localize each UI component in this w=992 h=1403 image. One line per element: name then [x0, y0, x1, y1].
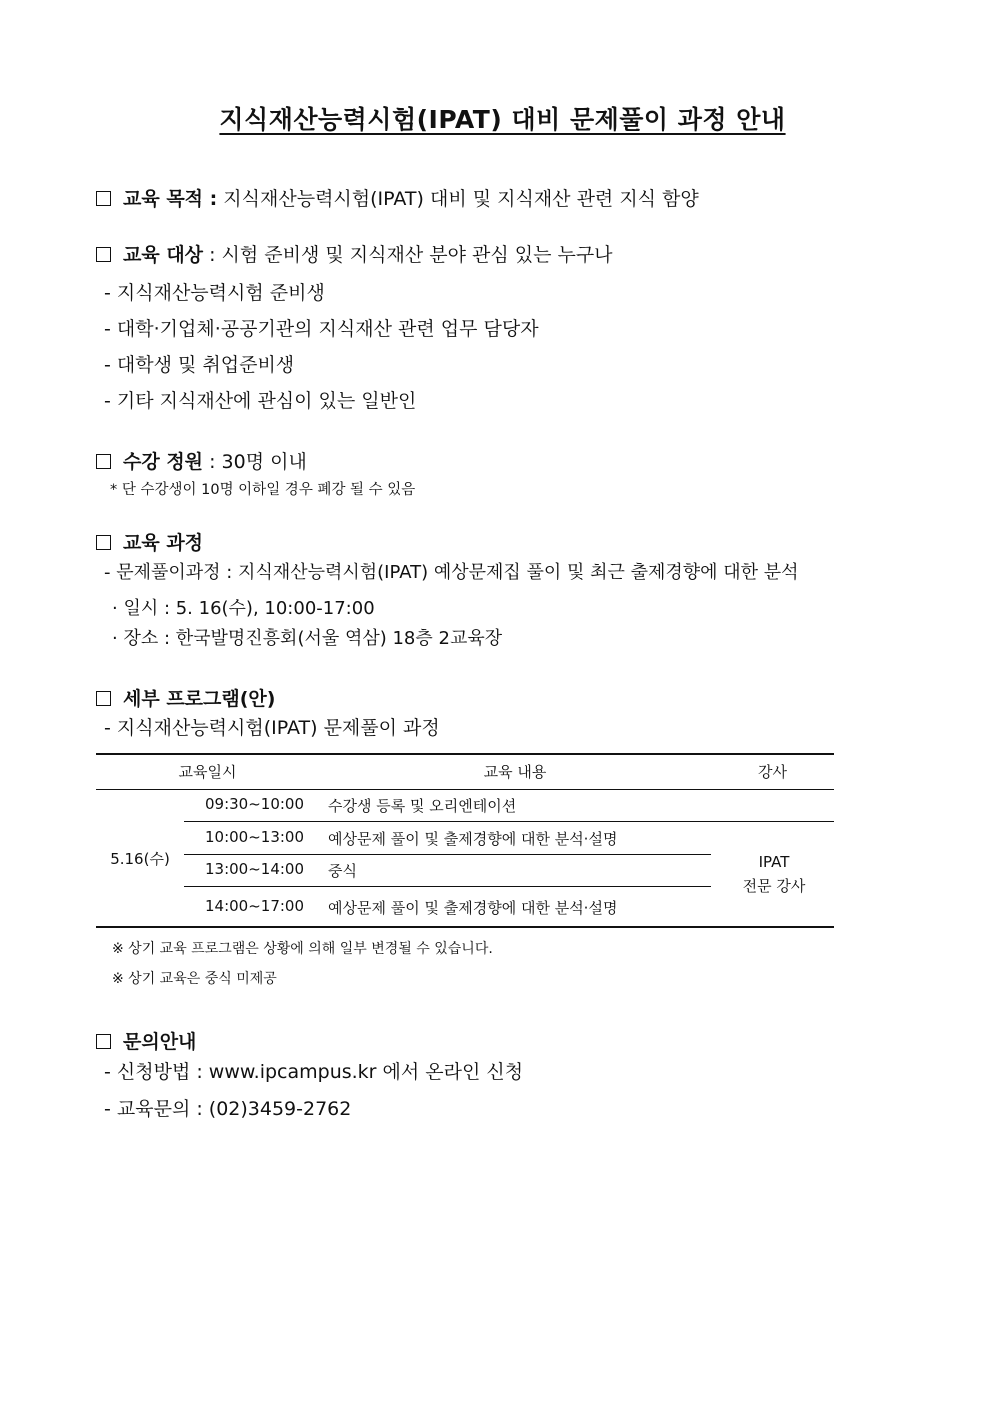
table-top-border — [96, 753, 834, 755]
checkbox-square-icon — [96, 191, 111, 206]
table-instructor-cell: 전문 강사 — [742, 877, 806, 895]
page-title — [0, 100, 992, 136]
table-bottom-border — [96, 926, 834, 928]
target-item: - 대학·기업체·공공기관의 지식재산 관련 업무 담당자 — [104, 318, 539, 340]
table-date-cell: 5.16(수) — [110, 850, 170, 868]
capacity-text: : 30명 이내 — [209, 451, 307, 473]
table-header-instructor: 강사 — [758, 763, 787, 781]
target-item: - 대학생 및 취업준비생 — [104, 354, 295, 376]
course-place: · 장소 : 한국발명진흥회(서울 역삼) 18층 2교육장 — [112, 628, 503, 649]
capacity-note: * 단 수강생이 10명 이하일 경우 폐강 될 수 있음 — [110, 482, 416, 498]
purpose-heading: 교육 목적 : — [123, 188, 218, 210]
table-time-cell: 09:30~10:00 — [205, 795, 305, 813]
table-content-cell: 중식 — [328, 862, 357, 880]
checkbox-square-icon — [96, 535, 111, 550]
target-item: - 기타 지식재산에 관심이 있는 일반인 — [104, 390, 417, 412]
course-line: - 문제풀이과정 : 지식재산능력시험(IPAT) 예상문제집 풀이 및 최근 출제경향에 대한 분석 — [104, 562, 799, 583]
table-header-border — [96, 789, 834, 790]
checkbox-square-icon — [96, 691, 111, 706]
section-program — [96, 684, 275, 711]
table-instructor-cell: IPAT — [758, 853, 790, 871]
table-time-cell: 10:00~13:00 — [205, 828, 305, 846]
checkbox-square-icon — [96, 454, 111, 469]
table-content-cell: 예상문제 풀이 및 출제경향에 대한 분석·설명 — [328, 830, 618, 848]
section-contact — [96, 1027, 196, 1054]
course-date: · 일시 : 5. 16(수), 10:00-17:00 — [112, 598, 375, 619]
section-target — [96, 240, 613, 267]
program-note: ※ 상기 교육 프로그램은 상황에 의해 일부 변경될 수 있습니다. — [112, 941, 493, 957]
table-header-date: 교육일시 — [178, 763, 237, 781]
target-text: : 시험 준비생 및 지식재산 분야 관심 있는 누구나 — [209, 244, 613, 266]
program-line: - 지식재산능력시험(IPAT) 문제풀이 과정 — [104, 717, 440, 739]
table-content-cell: 수강생 등록 및 오리엔테이션 — [328, 797, 517, 815]
table-row-border — [184, 854, 711, 855]
table-time-cell: 14:00~17:00 — [205, 897, 305, 915]
program-note: ※ 상기 교육은 중식 미제공 — [112, 971, 277, 987]
checkbox-square-icon — [96, 247, 111, 262]
target-item: - 지식재산능력시험 준비생 — [104, 282, 325, 304]
course-heading: 교육 과정 — [123, 532, 204, 554]
program-heading: 세부 프로그램(안) — [123, 688, 276, 710]
checkbox-square-icon — [96, 1034, 111, 1049]
contact-heading: 문의안내 — [123, 1031, 197, 1053]
table-row-border — [184, 821, 834, 822]
section-course — [96, 528, 203, 555]
contact-item: - 신청방법 : www.ipcampus.kr 에서 온라인 신청 — [104, 1061, 524, 1083]
table-content-cell: 예상문제 풀이 및 출제경향에 대한 분석·설명 — [328, 899, 618, 917]
capacity-heading: 수강 정원 — [123, 451, 204, 473]
table-row-border — [184, 886, 711, 887]
page-title-text: 지식재산능력시험(IPAT) 대비 문제풀이 과정 안내 — [219, 105, 786, 134]
section-purpose — [96, 184, 699, 211]
section-capacity — [96, 447, 307, 474]
purpose-text: 지식재산능력시험(IPAT) 대비 및 지식재산 관련 지식 함양 — [223, 188, 699, 210]
contact-item: - 교육문의 : (02)3459-2762 — [104, 1098, 352, 1120]
table-header-content: 교육 내용 — [483, 763, 547, 781]
target-heading: 교육 대상 — [123, 244, 204, 266]
table-time-cell: 13:00~14:00 — [205, 860, 305, 878]
